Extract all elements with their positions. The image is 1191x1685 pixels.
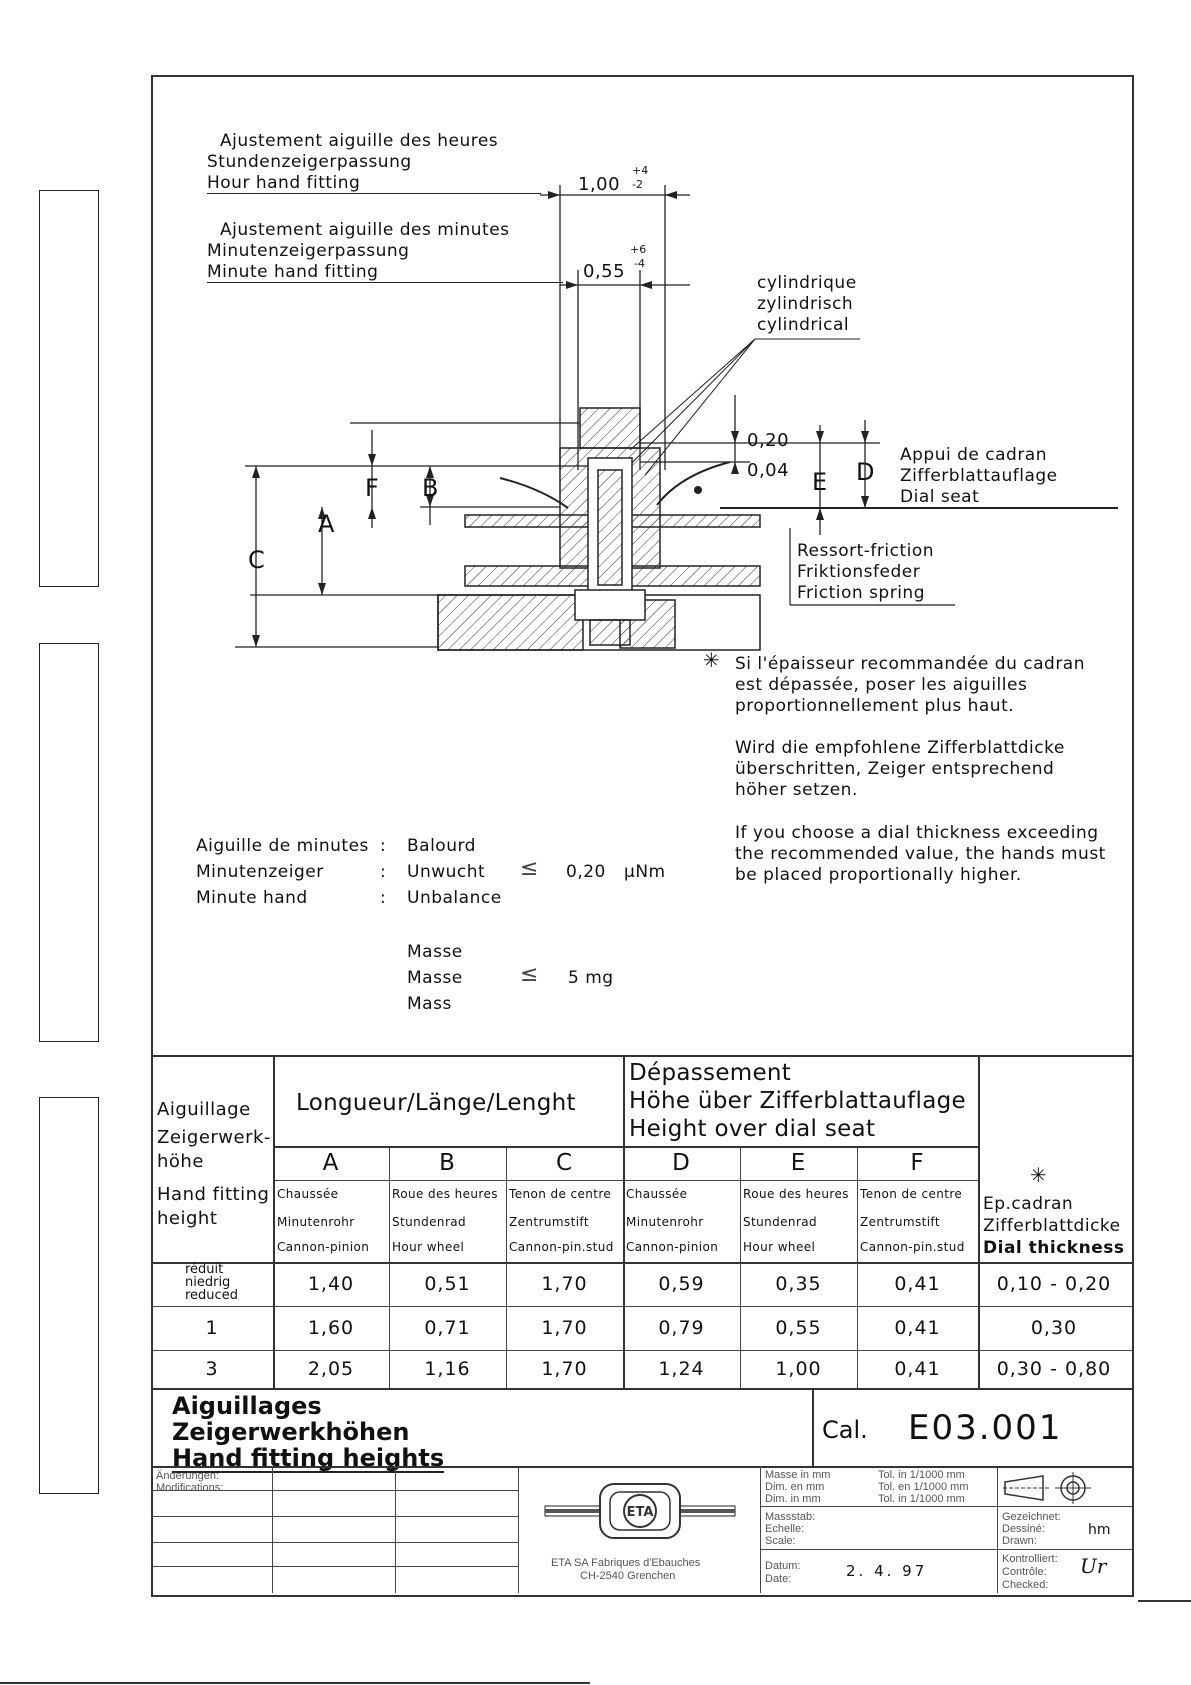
col-letter-D: D bbox=[672, 1150, 691, 1176]
col-B-desc-3: Hour wheel bbox=[392, 1240, 465, 1254]
cylindrical-fr: cylindrique bbox=[757, 273, 857, 293]
projection-symbol-icon bbox=[1003, 1472, 1103, 1504]
dial-header-de: Zifferblattdicke bbox=[983, 1216, 1121, 1236]
hour-fitting-fr: Ajustement aiguille des heures bbox=[220, 131, 499, 151]
tb-top bbox=[151, 1466, 1132, 1468]
cell-r0-dial: 0,10 - 0,20 bbox=[996, 1273, 1112, 1295]
cell-r2-E: 1,00 bbox=[775, 1358, 822, 1380]
dial-star-icon: ✳ bbox=[1030, 1163, 1047, 1187]
unbalance-le-symbol: ≤ bbox=[520, 856, 539, 881]
cell-r0-F: 0,41 bbox=[894, 1273, 941, 1295]
note-fr-2: est dépassée, poser les aiguilles bbox=[735, 675, 1028, 695]
cell-r0-D: 0,59 bbox=[658, 1273, 705, 1295]
tb-v5 bbox=[997, 1466, 998, 1593]
col-letter-A: A bbox=[322, 1150, 340, 1176]
mass-term-en: Mass bbox=[407, 994, 452, 1014]
dial-header-en: Dial thickness bbox=[983, 1238, 1125, 1258]
dial-header-fr: Ep.cadran bbox=[983, 1194, 1074, 1214]
minute-fitting-tol-upper: +6 bbox=[630, 243, 647, 256]
tb-v1 bbox=[272, 1466, 273, 1593]
tb-h6 bbox=[760, 1549, 1132, 1550]
note-en-3: be placed proportionally higher. bbox=[735, 865, 1022, 885]
cell-r0-E: 0,35 bbox=[775, 1273, 822, 1295]
table-letter-row-bottom bbox=[273, 1180, 978, 1181]
row-3-label: 3 bbox=[205, 1358, 219, 1380]
minute-fitting-fr: Ajustement aiguille des minutes bbox=[220, 220, 510, 240]
label-C: C bbox=[248, 546, 265, 574]
label-B: B bbox=[422, 474, 439, 502]
note-star-icon: ✳ bbox=[703, 648, 720, 672]
cylindrical-de: zylindrisch bbox=[757, 294, 854, 314]
unbalance-label-fr: Aiguille de minutes bbox=[196, 836, 369, 856]
scale-en: Scale: bbox=[765, 1535, 796, 1547]
col-F-desc-1: Tenon de centre bbox=[860, 1187, 963, 1201]
checked-label-de: Kontrolliert: bbox=[1002, 1553, 1058, 1565]
hour-fitting-tol-lower: -2 bbox=[632, 178, 643, 191]
cell-r2-B: 1,16 bbox=[424, 1358, 471, 1380]
minute-fitting-en: Minute hand fitting bbox=[207, 262, 563, 283]
label-D: D bbox=[856, 458, 875, 486]
hour-fitting-de: Stundenzeigerpassung bbox=[207, 152, 412, 172]
date-label-en: Date: bbox=[765, 1573, 792, 1585]
cal-number: E03.001 bbox=[908, 1408, 1063, 1448]
col-E-desc-1: Roue des heures bbox=[743, 1187, 849, 1201]
cell-r2-D: 1,24 bbox=[658, 1358, 705, 1380]
cell-r0-A: 1,40 bbox=[307, 1273, 355, 1295]
date-value: 2. 4. 97 bbox=[846, 1562, 928, 1580]
col-F-desc-2: Zentrumstift bbox=[860, 1215, 940, 1229]
cal-label: Cal. bbox=[822, 1416, 868, 1444]
mass-term-fr: Masse bbox=[407, 942, 463, 962]
col-letter-E: E bbox=[790, 1150, 807, 1176]
minute-fitting-de: Minutenzeigerpassung bbox=[207, 241, 410, 261]
col-D-desc-1: Chaussée bbox=[626, 1187, 688, 1201]
scale-de: Massstab: bbox=[765, 1511, 816, 1523]
dim-0-20: 0,20 bbox=[747, 430, 790, 451]
friction-fr: Ressort-friction bbox=[797, 541, 935, 561]
drawn-by: hm bbox=[1088, 1522, 1111, 1538]
checked-label-fr: Contrôle: bbox=[1002, 1566, 1047, 1578]
rowhead-2: Zeigerwerk- bbox=[157, 1127, 271, 1148]
cell-r1-B: 0,71 bbox=[424, 1317, 471, 1339]
tb-h4 bbox=[151, 1566, 518, 1567]
col-A-desc-3: Cannon-pinion bbox=[277, 1240, 370, 1254]
row-1-label: 1 bbox=[205, 1317, 219, 1339]
cell-r2-C: 1,70 bbox=[541, 1358, 588, 1380]
cylindrical-en: cylindrical bbox=[757, 315, 850, 335]
cell-r1-dial: 0,30 bbox=[1030, 1317, 1078, 1339]
cell-r2-F: 0,41 bbox=[894, 1358, 941, 1380]
cell-r2-dial: 0,30 - 0,80 bbox=[996, 1358, 1112, 1380]
col-A-desc-2: Minutenrohr bbox=[277, 1215, 355, 1229]
note-de-2: überschritten, Zeiger entsprechend bbox=[735, 759, 1055, 779]
drawn-label-fr: Dessiné: bbox=[1002, 1523, 1045, 1535]
friction-en: Friction spring bbox=[797, 583, 925, 603]
company-name: ETA SA Fabriques d'Ebauches bbox=[551, 1557, 701, 1569]
row-reduced-label-3: reduced bbox=[185, 1288, 238, 1303]
cell-r1-D: 0,79 bbox=[658, 1317, 705, 1339]
label-A: A bbox=[318, 510, 335, 538]
mass-le-symbol: ≤ bbox=[520, 962, 539, 987]
cell-r2-A: 2,05 bbox=[307, 1358, 355, 1380]
note-en-1: If you choose a dial thickness exceeding bbox=[735, 823, 1099, 843]
tb-v3 bbox=[518, 1466, 519, 1593]
dims-de: Masse in mm bbox=[765, 1469, 831, 1481]
title-divider bbox=[812, 1388, 814, 1466]
unbalance-value: 0,20 bbox=[566, 862, 606, 882]
col-A-desc-1: Chaussée bbox=[277, 1187, 339, 1201]
label-F: F bbox=[365, 474, 379, 502]
drawn-label-en: Drawn: bbox=[1002, 1535, 1037, 1547]
modifications-de: Änderungen: bbox=[156, 1470, 219, 1482]
height-header-fr: Dépassement bbox=[629, 1060, 792, 1086]
minute-fitting-dimension: 0,55 bbox=[583, 261, 626, 282]
rowhead-4: Hand fitting bbox=[157, 1184, 270, 1205]
cell-r1-F: 0,41 bbox=[894, 1317, 941, 1339]
mechanism-parts bbox=[438, 408, 760, 650]
col-letter-F: F bbox=[910, 1150, 925, 1176]
tb-v2 bbox=[395, 1466, 396, 1593]
col-E-desc-3: Hour wheel bbox=[743, 1240, 816, 1254]
tol-fr: Tol. en 1/1000 mm bbox=[878, 1481, 969, 1493]
unbalance-label-en: Minute hand bbox=[196, 888, 308, 908]
unbalance-colon-3: : bbox=[380, 888, 387, 908]
company-address: CH-2540 Grenchen bbox=[580, 1570, 676, 1582]
cell-r0-C: 1,70 bbox=[541, 1273, 588, 1295]
cell-r1-A: 1,60 bbox=[307, 1317, 355, 1339]
col-D-desc-2: Minutenrohr bbox=[626, 1215, 704, 1229]
col-C-desc-3: Cannon-pin.stud bbox=[509, 1240, 614, 1254]
hour-fitting-tol-upper: +4 bbox=[632, 164, 649, 177]
scale-fr: Echelle: bbox=[765, 1523, 805, 1535]
tb-h3 bbox=[151, 1542, 518, 1543]
height-header-de: Höhe über Zifferblattauflage bbox=[629, 1088, 966, 1114]
mass-term-de: Masse bbox=[407, 968, 463, 988]
col-D-desc-3: Cannon-pinion bbox=[626, 1240, 719, 1254]
dial-seat-fr: Appui de cadran bbox=[900, 445, 1048, 465]
note-de-1: Wird die empfohlene Zifferblattdicke bbox=[735, 738, 1065, 758]
unbalance-term-fr: Balourd bbox=[407, 836, 476, 856]
cell-r0-B: 0,51 bbox=[424, 1273, 471, 1295]
row-reduced-label-2: niedrig bbox=[185, 1275, 231, 1290]
rowhead-3: höhe bbox=[157, 1151, 204, 1172]
dim-0-04: 0,04 bbox=[747, 460, 790, 481]
col-C-desc-2: Zentrumstift bbox=[509, 1215, 589, 1229]
tb-h2 bbox=[151, 1516, 518, 1517]
col-B-desc-1: Roue des heures bbox=[392, 1187, 498, 1201]
dial-seat-de: Zifferblattauflage bbox=[900, 466, 1058, 486]
col-letter-B: B bbox=[439, 1150, 456, 1176]
title-fr: Aiguillages bbox=[172, 1392, 322, 1420]
row-reduced-label-1: réduit bbox=[185, 1262, 224, 1277]
col-C-desc-1: Tenon de centre bbox=[509, 1187, 612, 1201]
length-header: Longueur/Länge/Lenght bbox=[296, 1090, 576, 1116]
hour-fitting-en: Hour hand fitting bbox=[207, 173, 541, 194]
hour-fitting-dimension: 1,00 bbox=[578, 174, 621, 195]
checked-label-en: Checked: bbox=[1002, 1579, 1049, 1591]
modifications-fr: Modifications: bbox=[156, 1482, 224, 1494]
note-fr-1: Si l'épaisseur recommandée du cadran bbox=[735, 654, 1085, 674]
note-fr-3: proportionnellement plus haut. bbox=[735, 696, 1015, 716]
col-F-desc-3: Cannon-pin.stud bbox=[860, 1240, 965, 1254]
unbalance-label-de: Minutenzeiger bbox=[196, 862, 324, 882]
checked-by-signature: Ur bbox=[1080, 1554, 1107, 1578]
table-bottom bbox=[151, 1388, 1132, 1390]
unbalance-colon-1: : bbox=[380, 836, 387, 856]
mass-value: 5 mg bbox=[568, 968, 614, 988]
cell-r1-C: 1,70 bbox=[541, 1317, 588, 1339]
tb-v4 bbox=[760, 1466, 761, 1593]
dims-en: Dim. in mm bbox=[765, 1493, 821, 1505]
eta-logo-icon bbox=[540, 1478, 740, 1544]
note-de-3: höher setzen. bbox=[735, 780, 858, 800]
col-B-desc-2: Stundenrad bbox=[392, 1215, 467, 1229]
unbalance-colon-2: : bbox=[380, 862, 387, 882]
date-label-de: Datum: bbox=[765, 1560, 801, 1572]
tol-en: Tol. in 1/1000 mm bbox=[878, 1493, 965, 1505]
friction-de: Friktionsfeder bbox=[797, 562, 921, 582]
minute-fitting-tol-lower: -4 bbox=[634, 257, 645, 270]
label-E: E bbox=[812, 468, 828, 496]
unbalance-unit: μNm bbox=[624, 862, 666, 882]
title-en: Hand fitting heights bbox=[172, 1444, 445, 1472]
dimension-arrows bbox=[548, 191, 677, 289]
tol-de: Tol. in 1/1000 mm bbox=[878, 1469, 965, 1481]
col-letter-C: C bbox=[555, 1150, 574, 1176]
dial-seat-en: Dial seat bbox=[900, 487, 980, 507]
title-de: Zeigerwerkhöhen bbox=[172, 1418, 410, 1446]
col-E-desc-2: Stundenrad bbox=[743, 1215, 818, 1229]
note-en-2: the recommended value, the hands must bbox=[735, 844, 1106, 864]
rowhead-1: Aiguillage bbox=[157, 1099, 251, 1120]
unbalance-term-en: Unbalance bbox=[407, 888, 502, 908]
drawn-label-de: Gezeichnet: bbox=[1002, 1511, 1061, 1523]
tb-h5 bbox=[760, 1506, 1132, 1507]
unbalance-term-de: Unwucht bbox=[407, 862, 486, 882]
table-top-border bbox=[151, 1055, 1132, 1057]
eta-logo-text: ETA bbox=[626, 1505, 654, 1520]
cell-r1-E: 0,55 bbox=[775, 1317, 822, 1339]
rowhead-5: height bbox=[157, 1208, 218, 1229]
dims-fr: Dim. en mm bbox=[765, 1481, 825, 1493]
height-header-en: Height over dial seat bbox=[629, 1116, 876, 1142]
